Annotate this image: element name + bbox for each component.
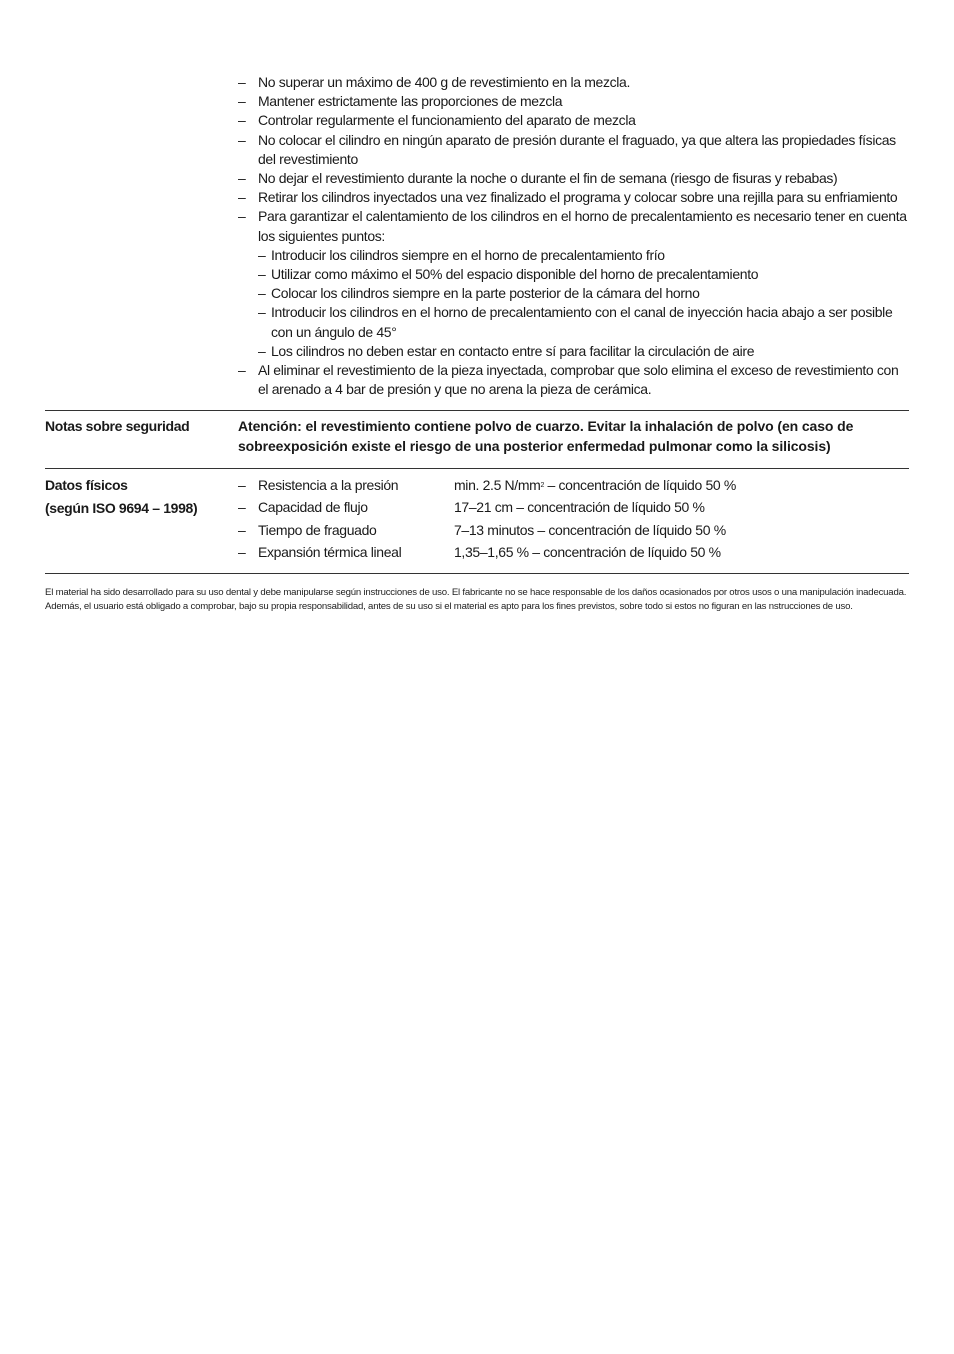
dash-marker: – (258, 304, 266, 321)
instruction-list (238, 73, 909, 399)
value-text-suffix: – concentración de líquido 50 % (544, 476, 736, 493)
list-item (238, 131, 909, 169)
list-item-text: Controlar regularmente el funcionamiento del aparato de mezcla (258, 112, 636, 129)
sub-list-item (258, 342, 909, 361)
list-item (238, 73, 909, 92)
list-item-text: No dejar el revestimiento durante la noche o durante el fin de semana (riesgo de fisuras y rebabas) (258, 170, 838, 187)
dash-marker: – (238, 131, 246, 148)
sub-list-item (258, 284, 909, 303)
sub-list-item-text: Los cilindros no deben estar en contacto entre sí para facilitar la circulación de aire (271, 342, 755, 359)
physical-data-section (45, 469, 909, 573)
physical-data-list (238, 474, 909, 564)
physical-data-row (238, 541, 909, 564)
property-value: 17–21 cm – concentración de líquido 50 % (454, 499, 705, 516)
list-item-text: No colocar el cilindro en ningún aparato de presión durante el fraguado, ya que altera las propiedades físicas del revestimiento (258, 131, 896, 167)
list-item-text: Mantener estrictamente las proporciones de mezcla (258, 93, 563, 110)
legal-disclaimer: El material ha sido desarrollado para su uso dental y debe manipularse según instrucciones de uso. El fabricante no se hace responsable de los daños ocasionados por otros usos o una manipulación inadecuada. Además, el usuario está obligado a comprobar, bajo su propia responsabilidad, antes de su uso si el material es apto para los fines previstos, sobre todo si estos no figuran en las nstrucciones de uso. (45, 586, 907, 612)
list-item (238, 207, 909, 361)
property-name: Resistencia a la presión (258, 476, 399, 493)
list-item (238, 361, 909, 399)
dash-marker: – (258, 342, 266, 359)
safety-notes-text: Atención: el revestimiento contiene polvo de cuarzo. Evitar la inhalación de polvo (en caso de sobreexposición existe el riesgo de una posterior enfermedad pulmonar como la silicosis) (238, 418, 854, 454)
dash-marker: – (258, 285, 266, 302)
physical-data-label (45, 474, 238, 564)
value-text: min. 2.5 N/mm (454, 476, 541, 493)
dash-marker: – (238, 476, 246, 493)
document-content (45, 73, 909, 613)
property-name: Tiempo de fraguado (258, 521, 377, 538)
sub-list-item (258, 246, 909, 265)
sub-list-item (258, 303, 909, 341)
safety-notes-section (45, 411, 909, 467)
list-item (238, 92, 909, 111)
dash-marker: – (238, 189, 246, 206)
dash-marker: – (258, 246, 266, 263)
list-item-text: Retirar los cilindros inyectados una vez finalizado el programa y colocar sobre una rejilla para su enfriamiento (258, 189, 898, 206)
physical-data-row (238, 496, 909, 519)
physical-data-row (238, 474, 909, 497)
safety-notes-label: Notas sobre seguridad (45, 418, 190, 435)
sub-list-item (258, 265, 909, 284)
physical-data-title: Datos físicos (45, 476, 128, 493)
sub-list-item-text: Introducir los cilindros en el horno de precalentamiento con el canal de inyección hacia abajo a ser posible con un ángulo de 45° (271, 304, 893, 340)
dash-marker: – (238, 362, 246, 379)
property-name: Expansión térmica lineal (258, 544, 402, 561)
dash-marker: – (238, 544, 246, 561)
property-value (454, 474, 909, 497)
sub-list-item-text: Utilizar como máximo el 50% del espacio disponible del horno de precalentamiento (271, 266, 759, 283)
list-item-text: Al eliminar el revestimiento de la pieza inyectada, comprobar que solo elimina el exceso de revestimiento con el arenado a 4 bar de presión y que no arena la pieza de cerámica. (258, 362, 899, 398)
dash-marker: – (238, 208, 246, 225)
list-item (238, 111, 909, 130)
superscript: 2 (540, 481, 545, 489)
list-item-text: Para garantizar el calentamiento de los cilindros en el horno de precalentamiento es necesario tener en cuenta los siguientes puntos: (258, 208, 907, 244)
dash-marker: – (238, 112, 246, 129)
list-item (238, 169, 909, 188)
dash-marker: – (238, 170, 246, 187)
dash-marker: – (258, 266, 266, 283)
dash-marker: – (238, 499, 246, 516)
section-divider (45, 573, 909, 574)
sub-list-item-text: Colocar los cilindros siempre en la parte posterior de la cámara del horno (271, 285, 700, 302)
dash-marker: – (238, 93, 246, 110)
physical-data-standard: (según ISO 9694 – 1998) (45, 499, 198, 516)
dash-marker: – (238, 74, 246, 90)
list-item-text: No superar un máximo de 400 g de revestimiento en la mezcla. (258, 74, 630, 90)
property-name: Capacidad de flujo (258, 499, 368, 516)
physical-data-row (238, 519, 909, 542)
sub-list-item-text: Introducir los cilindros siempre en el horno de precalentamiento frío (271, 246, 665, 263)
dash-marker: – (238, 521, 246, 538)
property-value: 7–13 minutos – concentración de líquido 50 % (454, 521, 726, 538)
property-value: 1,35–1,65 % – concentración de líquido 50 % (454, 544, 721, 561)
list-item (238, 188, 909, 207)
